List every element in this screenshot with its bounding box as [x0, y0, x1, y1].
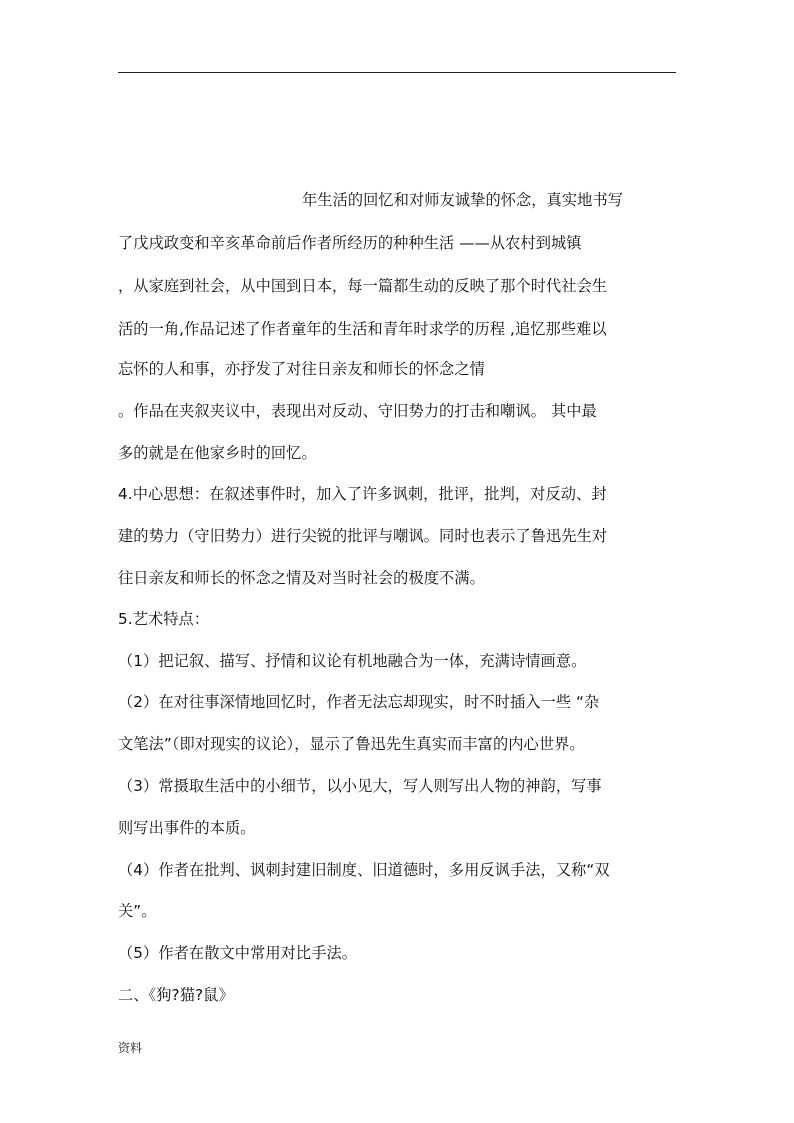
- list-item-5: （5）作者在散文中常用对比手法。: [118, 944, 358, 962]
- list-item-3-line-1: （3）常摄取生活中的小细节，以小见大，写人则写出人物的神韵，写事: [118, 777, 602, 795]
- paragraph-line-2: 了戊戌政变和辛亥革命前后作者所经历的种种生活 ——从农村到城镇: [118, 234, 582, 252]
- list-item-2-line-1: （2）在对往事深情地回忆时，作者无法忘却现实，时不时插入一些 “杂: [118, 693, 600, 711]
- paragraph-line-1: 年生活的回忆和对师友诚挚的怀念，真实地书写: [302, 191, 624, 209]
- section-5-heading: 5.艺术特点：: [118, 610, 210, 628]
- paragraph-line-4: 活的一角,作品记述了作者童年的生活和青年时求学的历程 ,追忆那些难以: [118, 320, 607, 338]
- paragraph-line-5: 忘怀的人和事，亦抒发了对往日亲友和师长的怀念之情: [118, 360, 485, 378]
- section-2-heading: 二、《狗?猫?鼠》: [118, 986, 234, 1004]
- section-4-line-3: 往日亲友和师长的怀念之情及对当时社会的极度不满。: [118, 569, 485, 587]
- list-item-2-line-2: 文笔法”（即对现实的议论），显示了鲁迅先生真实而丰富的内心世界。: [118, 735, 585, 753]
- paragraph-line-7: 多的就是在他家乡时的回忆。: [118, 444, 317, 462]
- list-item-4-line-1: （4）作者在批判、讽刺封建旧制度、旧道德时，多用反讽手法，又称“双: [118, 861, 610, 879]
- paragraph-line-3: ，从家庭到社会，从中国到日本，每一篇都生动的反映了那个时代社会生: [118, 277, 608, 295]
- footer-label: 资料: [118, 1041, 143, 1055]
- list-item-4-line-2: 关”。: [118, 902, 157, 920]
- section-4-line-2: 建的势力（守旧势力）进行尖锐的批评与嘲讽。同时也表示了鲁迅先生对: [118, 527, 608, 545]
- list-item-1: （1）把记叙、描写、抒情和议论有机地融合为一体，充满诗情画意。: [118, 652, 587, 670]
- section-4-line-1: 4.中心思想：在叙述事件时，加入了许多讽刺，批评，批判，对反动、封: [118, 485, 607, 503]
- paragraph-line-6: 。作品在夹叙夹议中，表现出对反动、守旧势力的打击和嘲讽。 其中最: [118, 402, 597, 420]
- header-rule: [118, 72, 676, 73]
- list-item-3-line-2: 则写出事件的本质。: [118, 819, 256, 837]
